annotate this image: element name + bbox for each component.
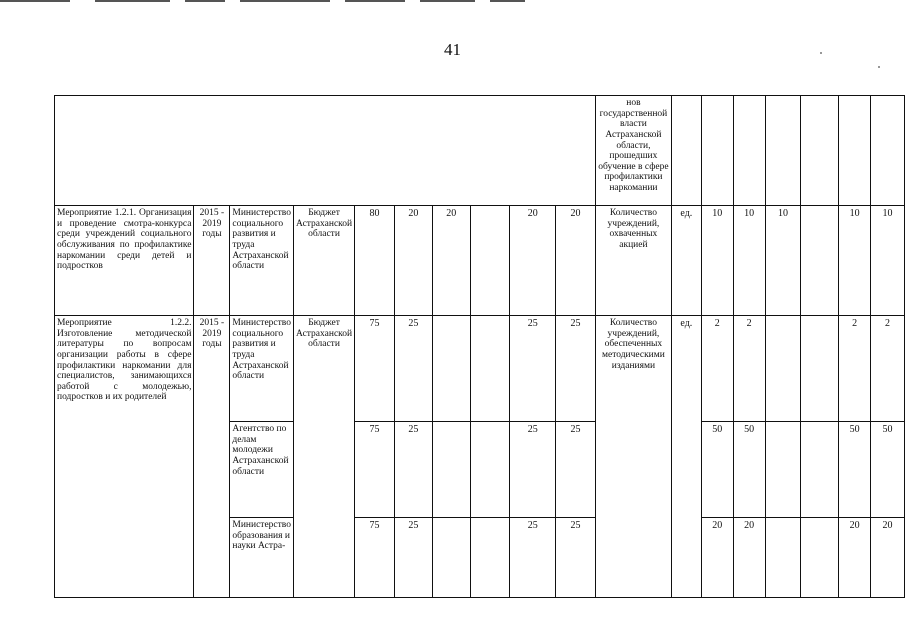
period-cell: 2015 - 2019 годы [194, 316, 230, 598]
table-row [55, 206, 905, 316]
target-base: 50 [701, 422, 733, 518]
finance-2017 [470, 422, 510, 518]
finance-2017 [470, 316, 510, 422]
finance-2019: 25 [556, 422, 596, 518]
table-cell [801, 96, 839, 206]
period-cell: 2015 - 2019 годы [194, 206, 230, 316]
finance-2016 [432, 422, 470, 518]
executor-cell: Министерство социального развития и труда Астраханской области [230, 316, 294, 422]
executor-cell: Министерство социального развития и труда Астраханской области [230, 206, 294, 316]
indicator-cell: Количество учреждений, охваченных акцией [595, 206, 671, 316]
table-cell [839, 96, 871, 206]
table-cell [55, 96, 596, 206]
finance-total: 75 [355, 518, 395, 598]
program-measures-table [54, 95, 905, 598]
table-cell [671, 96, 701, 206]
target-2019: 10 [871, 206, 905, 316]
indicator-cell: Количество учреждений, обеспеченных методическими изданиями [595, 316, 671, 598]
funding-source-cell: Бюджет Астраханской области [293, 316, 354, 598]
finance-2015: 25 [394, 422, 432, 518]
finance-2016 [432, 316, 470, 422]
table-row [55, 96, 905, 206]
finance-2018: 20 [510, 206, 556, 316]
target-base: 10 [701, 206, 733, 316]
target-2015: 20 [733, 518, 765, 598]
table-cell [765, 96, 801, 206]
finance-2017 [470, 518, 510, 598]
target-base: 2 [701, 316, 733, 422]
table-cell [871, 96, 905, 206]
target-base: 20 [701, 518, 733, 598]
target-2017 [801, 316, 839, 422]
measure-title: Мероприятие 1.2.2. Изготовление методической литературы по вопросам организации работы в сфере профилактики наркомании для специалистов, занимающихся работой с молодежью, подростков и их родителей [55, 316, 194, 598]
scan-artifact-line [490, 0, 525, 2]
finance-2018: 25 [510, 316, 556, 422]
target-2017 [801, 422, 839, 518]
scan-artifact-line [345, 0, 405, 2]
scan-speck [878, 66, 880, 68]
executor-cell: Министерство образования и науки Астра- [230, 518, 294, 598]
indicator-cell: нов государственной власти Астраханской области, прошедших обучение в сфере профилактики наркомании [595, 96, 671, 206]
table-row [55, 316, 905, 422]
target-2016 [765, 518, 801, 598]
target-2016: 10 [765, 206, 801, 316]
target-2015: 2 [733, 316, 765, 422]
table-cell [733, 96, 765, 206]
target-2019: 50 [871, 422, 905, 518]
finance-2017 [470, 206, 510, 316]
finance-2019: 25 [556, 316, 596, 422]
finance-total: 75 [355, 422, 395, 518]
finance-2018: 25 [510, 422, 556, 518]
finance-2015: 25 [394, 518, 432, 598]
unit-cell: ед. [671, 316, 701, 598]
table-cell [701, 96, 733, 206]
target-2018: 2 [839, 316, 871, 422]
finance-total: 80 [355, 206, 395, 316]
finance-2015: 25 [394, 316, 432, 422]
target-2018: 50 [839, 422, 871, 518]
target-2015: 50 [733, 422, 765, 518]
funding-source-cell: Бюджет Астраханской области [293, 206, 354, 316]
target-2016 [765, 316, 801, 422]
target-2015: 10 [733, 206, 765, 316]
scan-artifact-line [185, 0, 225, 2]
target-2018: 20 [839, 518, 871, 598]
finance-2016 [432, 518, 470, 598]
target-2018: 10 [839, 206, 871, 316]
scan-artifact-line [240, 0, 330, 2]
target-2019: 2 [871, 316, 905, 422]
scan-artifact-line [0, 0, 70, 2]
scan-artifact-line [420, 0, 475, 2]
page-number: 41 [444, 40, 461, 59]
unit-cell: ед. [671, 206, 701, 316]
finance-total: 75 [355, 316, 395, 422]
target-2017 [801, 206, 839, 316]
executor-cell: Агентство по делам молодежи Астраханской области [230, 422, 294, 518]
finance-2019: 20 [556, 206, 596, 316]
finance-2015: 20 [394, 206, 432, 316]
target-2019: 20 [871, 518, 905, 598]
target-2017 [801, 518, 839, 598]
finance-2016: 20 [432, 206, 470, 316]
scan-artifact-line [95, 0, 170, 2]
target-2016 [765, 422, 801, 518]
measure-title: Мероприятие 1.2.1. Организация и проведение смотра-конкурса среди учреждений социального обслуживания по профилактике наркомании среди детей и подростков [55, 206, 194, 316]
finance-2019: 25 [556, 518, 596, 598]
finance-2018: 25 [510, 518, 556, 598]
